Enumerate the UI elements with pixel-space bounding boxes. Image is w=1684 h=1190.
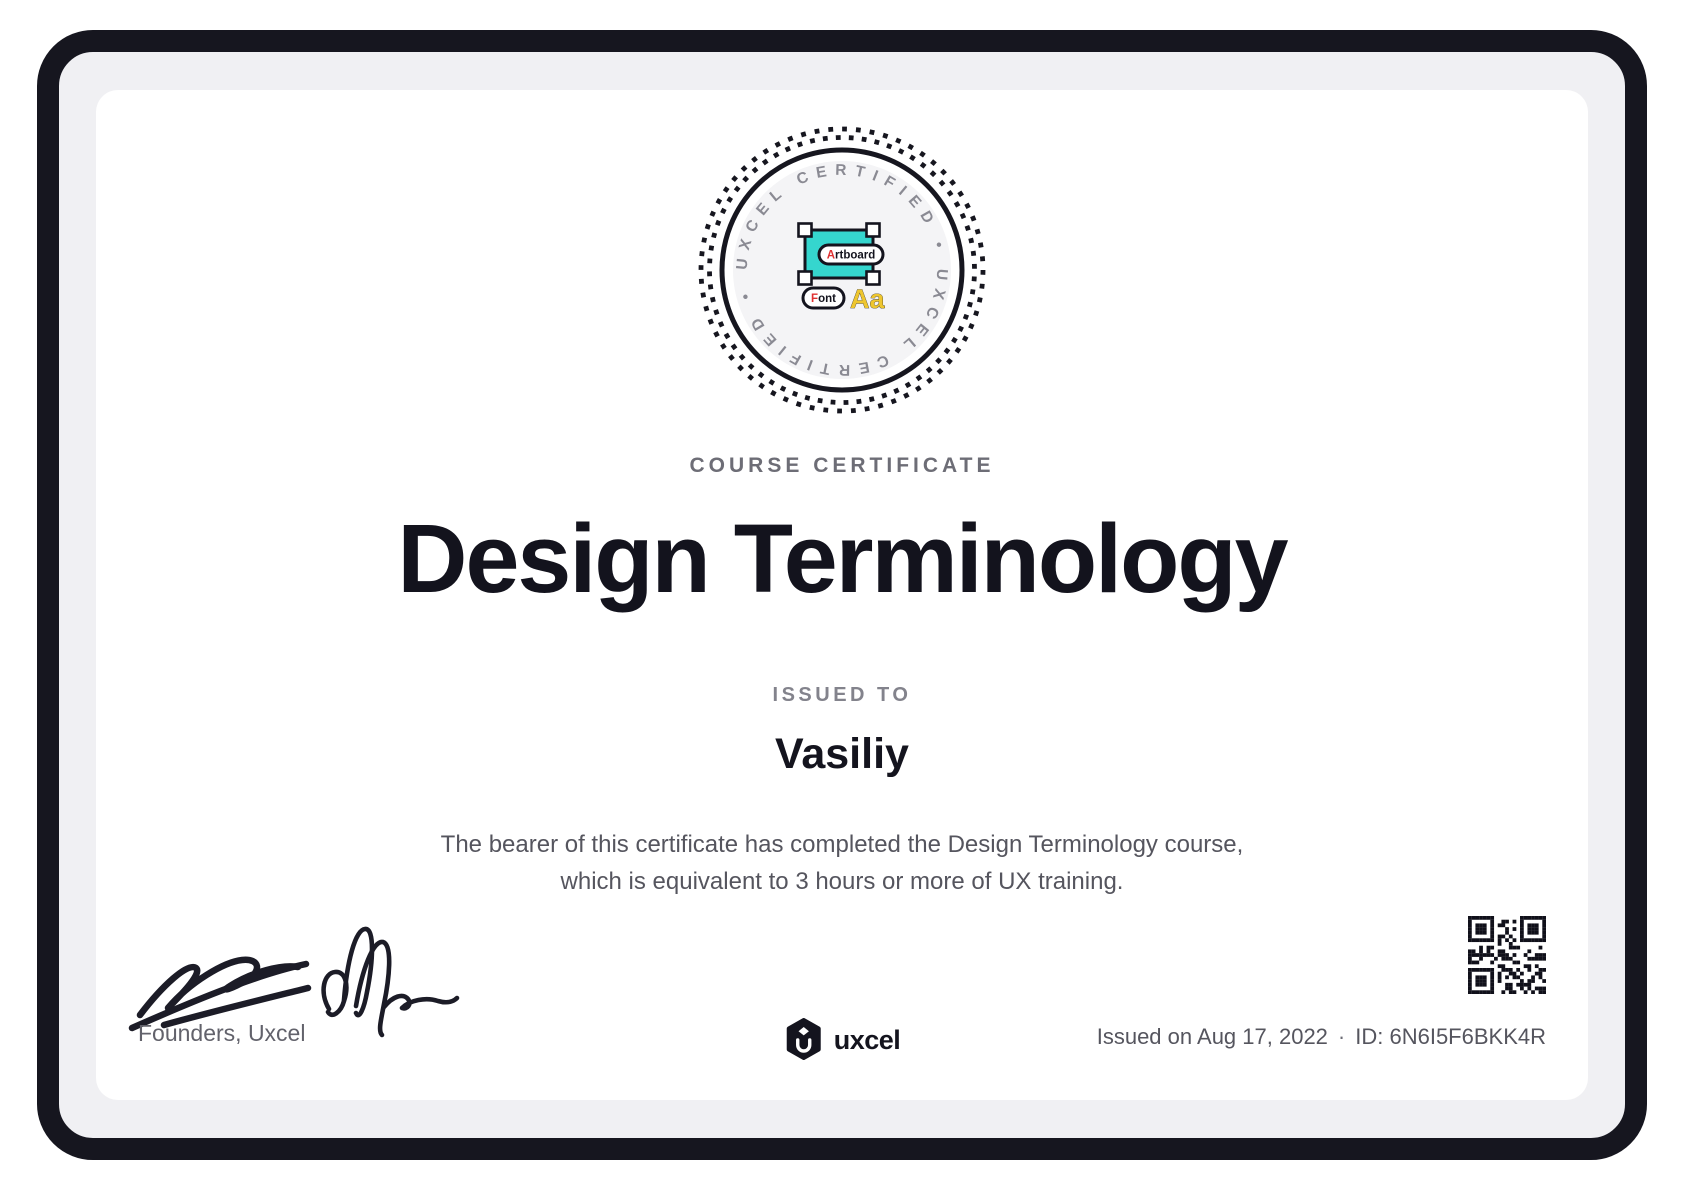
uxcel-logo-icon xyxy=(784,1018,824,1062)
signature-1 xyxy=(132,960,308,1028)
badge-ring-text: UXCEL CERTIFIED • UXCEL CERTIFIED • xyxy=(733,161,951,379)
uxcel-certified-badge-icon xyxy=(692,120,992,420)
qr-code xyxy=(1468,916,1546,994)
artboard-chip-label: Artboard xyxy=(826,249,876,262)
font-chip-label: Font xyxy=(811,293,836,305)
course-title: Design Terminology xyxy=(397,504,1287,613)
certificate-description xyxy=(0,826,1684,900)
type-specimen: Aa xyxy=(850,284,885,314)
signatories-label: Founders, Uxcel xyxy=(138,1020,306,1046)
kicker-label: COURSE CERTIFICATE xyxy=(689,454,995,477)
description-line-1: The bearer of this certificate has completed the Design Terminology course, xyxy=(440,831,1244,858)
issue-info xyxy=(1097,1024,1546,1050)
brand-name: uxcel xyxy=(833,1024,901,1055)
artboard-illustration xyxy=(799,224,886,315)
issued-to-label: ISSUED TO xyxy=(772,684,912,706)
signature-2 xyxy=(324,929,457,1035)
issued-on-text: Issued on Aug 17, 2022 xyxy=(1096,1024,1328,1049)
separator-dot: · xyxy=(1337,1024,1346,1049)
certificate-id: ID: 6N6I5F6BKK4R xyxy=(1355,1024,1546,1049)
uxcel-brand xyxy=(784,1018,901,1062)
description-line-2: which is equivalent to 3 hours or more of UX training. xyxy=(560,868,1124,895)
recipient-name: Vasiliy xyxy=(775,730,909,778)
